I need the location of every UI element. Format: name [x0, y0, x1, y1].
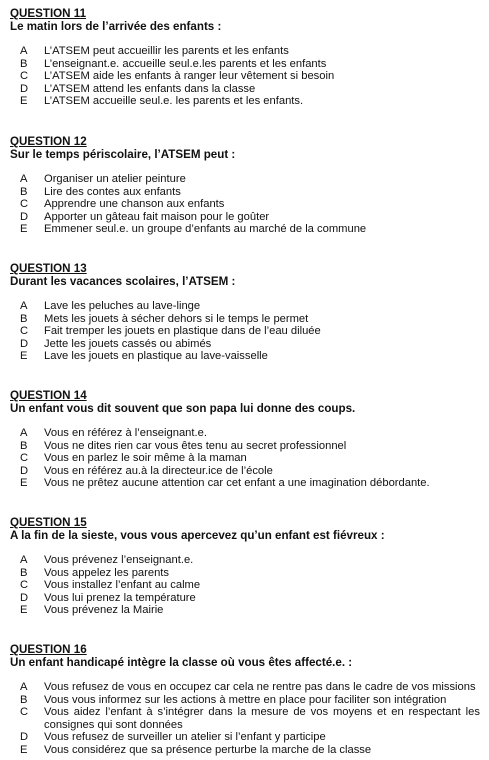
option-text: Vous ne dites rien car vous êtes tenu au secret professionnel	[44, 439, 347, 452]
answer-options	[10, 173, 480, 236]
option-letter: B	[20, 57, 28, 70]
question-text: Un enfant handicapé intègre la classe où vous êtes affecté.e. :	[10, 656, 353, 669]
option-letter: B	[20, 185, 28, 198]
option-text: Apprendre une chanson aux enfants	[44, 198, 225, 211]
answer-option-a	[10, 427, 480, 440]
answer-option-a	[10, 554, 480, 567]
question-14	[10, 389, 480, 490]
answer-option-e	[10, 477, 480, 490]
option-text: Vous lui prenez la température	[44, 591, 196, 604]
option-letter: A	[20, 300, 28, 312]
question-text: Un enfant vous dit souvent que son papa lui donne des coups.	[10, 402, 356, 415]
answer-option-a	[10, 300, 480, 313]
answer-option-e	[10, 604, 480, 617]
answer-option-d	[10, 338, 480, 351]
option-text: Vous aidez l’enfant à s’intégrer dans la mesure de vos moyens et en respectant les consignes qui sont données	[44, 706, 480, 731]
question-11	[10, 7, 480, 108]
option-letter: D	[20, 591, 29, 604]
option-letter: C	[20, 70, 29, 83]
question-number: QUESTION 15	[10, 516, 87, 529]
answer-option-d	[10, 465, 480, 478]
question-number: QUESTION 11	[10, 7, 87, 20]
question-13	[10, 262, 480, 363]
option-letter: C	[20, 325, 29, 338]
question-15	[10, 516, 480, 617]
option-text: Vous en référez à l’enseignant.e.	[44, 427, 207, 439]
answer-option-b	[10, 313, 480, 326]
option-text: Vous appelez les parents	[44, 566, 170, 579]
answer-option-c	[10, 198, 480, 211]
option-letter: A	[20, 173, 28, 185]
question-16	[10, 643, 480, 757]
answer-options	[10, 45, 480, 108]
option-text: Organiser un atelier peinture	[44, 173, 186, 185]
option-letter: D	[20, 464, 29, 477]
option-letter: D	[20, 337, 29, 350]
option-text: Vous ne prêtez aucune attention car cet enfant a une imagination débordante.	[44, 477, 430, 490]
answer-option-d	[10, 83, 480, 96]
question-text: Le matin lors de l’arrivée des enfants :	[10, 20, 222, 33]
option-text: Lave les peluches au lave-linge	[44, 300, 201, 312]
question-text: Durant les vacances scolaires, l’ATSEM :	[10, 275, 236, 288]
option-letter: C	[20, 452, 29, 465]
option-text: L’ATSEM attend les enfants dans la classe	[44, 82, 256, 95]
answer-option-c	[10, 579, 480, 592]
question-number: QUESTION 13	[10, 262, 87, 275]
answer-option-b	[10, 567, 480, 580]
option-text: Vous refusez de surveiller un atelier si l’enfant y participe	[44, 731, 326, 744]
option-text: Emmener seul.e. un groupe d’enfants au marché de la commune	[44, 223, 367, 236]
option-letter: B	[20, 439, 28, 452]
option-letter: A	[20, 554, 28, 566]
option-letter: E	[20, 477, 28, 490]
option-text: Lire des contes aux enfants	[44, 185, 181, 198]
answer-option-a	[10, 173, 480, 186]
option-text: Lave les jouets en plastique au lave-vaisselle	[44, 350, 268, 363]
answer-option-b	[10, 186, 480, 199]
answer-option-e	[10, 350, 480, 363]
option-text: Vous considérez que sa présence perturbe la marche de la classe	[44, 743, 372, 756]
option-letter: D	[20, 82, 29, 95]
option-letter: E	[20, 223, 28, 236]
question-number: QUESTION 14	[10, 389, 87, 402]
option-text: Jette les jouets cassés ou abimés	[44, 337, 212, 350]
option-text: Mets les jouets à sécher dehors si le temps le permet	[44, 312, 309, 325]
option-text: Vous installez l’enfant au calme	[44, 579, 201, 592]
option-letter: C	[20, 706, 29, 719]
answer-option-e	[10, 744, 480, 757]
option-text: Fait tremper les jouets en plastique dans de l’eau diluée	[44, 325, 321, 338]
answer-option-c	[10, 706, 480, 731]
option-letter: E	[20, 604, 28, 617]
option-letter: A	[20, 427, 28, 439]
option-letter: C	[20, 579, 29, 592]
answer-option-b	[10, 58, 480, 71]
option-text: L’ATSEM accueille seul.e. les parents et les enfants.	[44, 95, 304, 108]
answer-option-e	[10, 95, 480, 108]
option-text: Apporter un gâteau fait maison pour le goûter	[44, 210, 270, 223]
option-letter: B	[20, 312, 28, 325]
option-text: Vous prévenez la Mairie	[44, 604, 164, 617]
answer-options	[10, 681, 480, 757]
question-number: QUESTION 16	[10, 643, 87, 656]
answer-options	[10, 300, 480, 363]
option-letter: B	[20, 566, 28, 579]
answer-option-c	[10, 452, 480, 465]
answer-option-b	[10, 694, 480, 707]
option-letter: D	[20, 731, 29, 744]
option-text: Vous en parlez le soir même à la maman	[44, 452, 247, 465]
option-text: L’ATSEM aide les enfants à ranger leur vêtement si besoin	[44, 70, 335, 83]
option-letter: B	[20, 693, 28, 706]
answer-options	[10, 427, 480, 490]
answer-option-d	[10, 211, 480, 224]
answer-option-d	[10, 731, 480, 744]
question-12	[10, 135, 480, 236]
option-text: L’ATSEM peut accueillir les parents et les enfants	[44, 45, 289, 57]
option-text: L’enseignant.e. accueille seul.e.les parents et les enfants	[44, 57, 327, 70]
answer-option-c	[10, 70, 480, 83]
option-text: Vous refusez de vous en occupez car cela ne rentre pas dans le cadre de vos missions	[44, 681, 476, 693]
answer-option-d	[10, 592, 480, 605]
option-text: Vous en référez au.à la directeur.ice de l’école	[44, 464, 273, 477]
question-number: QUESTION 12	[10, 135, 87, 148]
answer-option-a	[10, 681, 480, 694]
question-text: Sur le temps périscolaire, l’ATSEM peut :	[10, 148, 236, 161]
option-letter: A	[20, 681, 28, 693]
option-letter: E	[20, 743, 28, 756]
option-text: Vous prévenez l’enseignant.e.	[44, 554, 194, 566]
option-letter: A	[20, 45, 28, 57]
option-letter: E	[20, 350, 28, 363]
option-letter: D	[20, 210, 29, 223]
option-letter: E	[20, 95, 28, 108]
answer-options	[10, 554, 480, 617]
answer-option-b	[10, 440, 480, 453]
answer-option-a	[10, 45, 480, 58]
option-text: Vous vous informez sur les actions à mettre en place pour faciliter son intégration	[44, 693, 447, 706]
question-text: A la fin de la sieste, vous vous apercevez qu’un enfant est fiévreux :	[10, 529, 385, 542]
answer-option-c	[10, 325, 480, 338]
option-letter: C	[20, 198, 29, 211]
answer-option-e	[10, 223, 480, 236]
